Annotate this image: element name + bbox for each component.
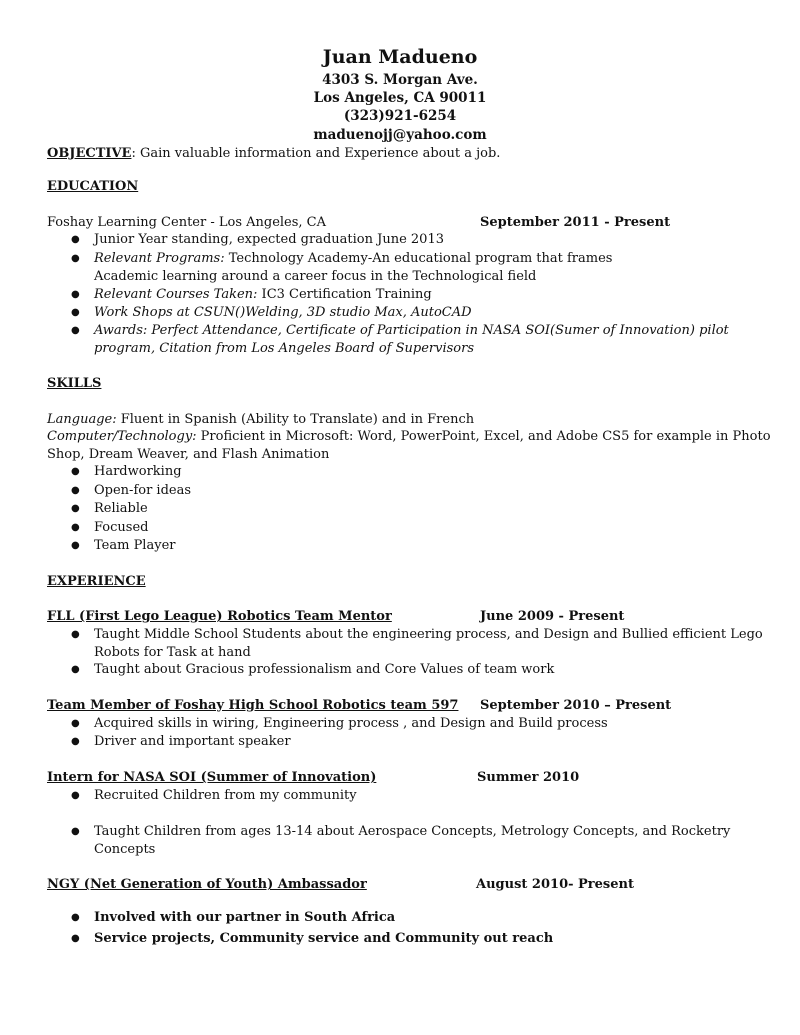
job-bullet: Acquired skills in wiring, Engineering process , and Design and Build process [94,716,608,731]
job-dates: June 2009 - Present [480,609,625,624]
education-dates: September 2011 - Present [480,215,671,230]
bullet-icon: ● [71,325,80,336]
skill-trait: Hardworking [94,464,182,479]
education-heading: EDUCATION [47,179,139,194]
bullet-icon: ● [71,912,80,923]
bullet-icon: ● [71,307,80,318]
job-bullet-continuation: Robots for Task at hand [94,645,251,660]
job-dates: Summer 2010 [477,770,580,785]
skill-trait: Reliable [94,501,148,516]
bullet-icon: ● [71,629,80,640]
skill-trait: Team Player [94,538,176,553]
education-school: Foshay Learning Center - Los Angeles, CA [47,215,327,230]
skill-trait: Focused [94,520,149,535]
job-bullet: Taught Children from ages 13-14 about Aerospace Concepts, Metrology Concepts, and Rocketry [94,824,731,839]
job-bullet: Involved with our partner in South Africa [94,910,396,925]
phone-number: (323)921-6254 [343,108,457,124]
bullet-icon: ● [71,933,80,944]
education-item: Relevant Courses Taken: IC3 Certification Training [94,287,432,302]
bullet-icon: ● [71,522,80,533]
objective-label: OBJECTIVE [47,146,132,161]
candidate-name: Juan Madueno [322,46,478,68]
job-bullet: Taught Middle School Students about the engineering process, and Design and Bullied efficient Lego [94,627,763,642]
job-bullet: Taught about Gracious professionalism and Core Values of team work [94,662,555,677]
bullet-icon: ● [71,234,80,245]
bullet-icon: ● [71,485,80,496]
bullet-icon: ● [71,503,80,514]
bullet-icon: ● [71,736,80,747]
objective-text: : Gain valuable information and Experience about a job. [131,146,501,161]
bullet-icon: ● [71,466,80,477]
address-line-1: 4303 S. Morgan Ave. [322,72,478,88]
experience-heading: EXPERIENCE [47,574,146,589]
job-bullet: Recruited Children from my community [94,788,357,803]
job-title: Team Member of Foshay High School Robotics team 597 [47,698,459,713]
bullet-icon: ● [71,790,80,801]
bullet-icon: ● [71,718,80,729]
address-line-2: Los Angeles, CA 90011 [313,90,487,106]
bullet-icon: ● [71,540,80,551]
job-bullet-continuation: Concepts [94,842,156,857]
education-item: Awards: Perfect Attendance, Certificate of Participation in NASA SOI(Sumer of Innovation) pilot [94,323,729,338]
skills-heading: SKILLS [47,376,102,391]
bullet-icon: ● [71,289,80,300]
skills-computer: Computer/Technology: Proficient in Microsoft: Word, PowerPoint, Excel, and Adobe CS5 for example in Photo [47,429,771,444]
job-bullet: Service projects, Community service and Community out reach [94,931,554,946]
bullet-icon: ● [71,826,80,837]
job-bullet: Driver and important speaker [94,734,291,749]
education-item-continuation: Academic learning around a career focus in the Technological field [94,269,537,284]
skills-computer-continuation: Shop, Dream Weaver, and Flash Animation [47,447,330,462]
job-title: FLL (First Lego League) Robotics Team Mentor [47,609,392,624]
objective-line [47,146,500,161]
education-item: Junior Year standing, expected graduation June 2013 [94,232,444,247]
skills-language: Language: Fluent in Spanish (Ability to Translate) and in French [47,412,475,427]
education-item: Work Shops at CSUN()Welding, 3D studio Max, AutoCAD [94,305,472,320]
skill-trait: Open-for ideas [94,483,192,498]
email-address: maduenojj@yahoo.com [313,127,487,143]
job-title: NGY (Net Generation of Youth) Ambassador [47,877,367,892]
job-dates: September 2010 – Present [480,698,672,713]
education-item-continuation: program, Citation from Los Angeles Board of Supervisors [94,341,475,356]
bullet-icon: ● [71,253,80,264]
job-dates: August 2010- Present [476,877,634,892]
education-item: Relevant Programs: Technology Academy-An educational program that frames [94,251,613,266]
bullet-icon: ● [71,664,80,675]
job-title: Intern for NASA SOI (Summer of Innovation) [47,770,377,785]
